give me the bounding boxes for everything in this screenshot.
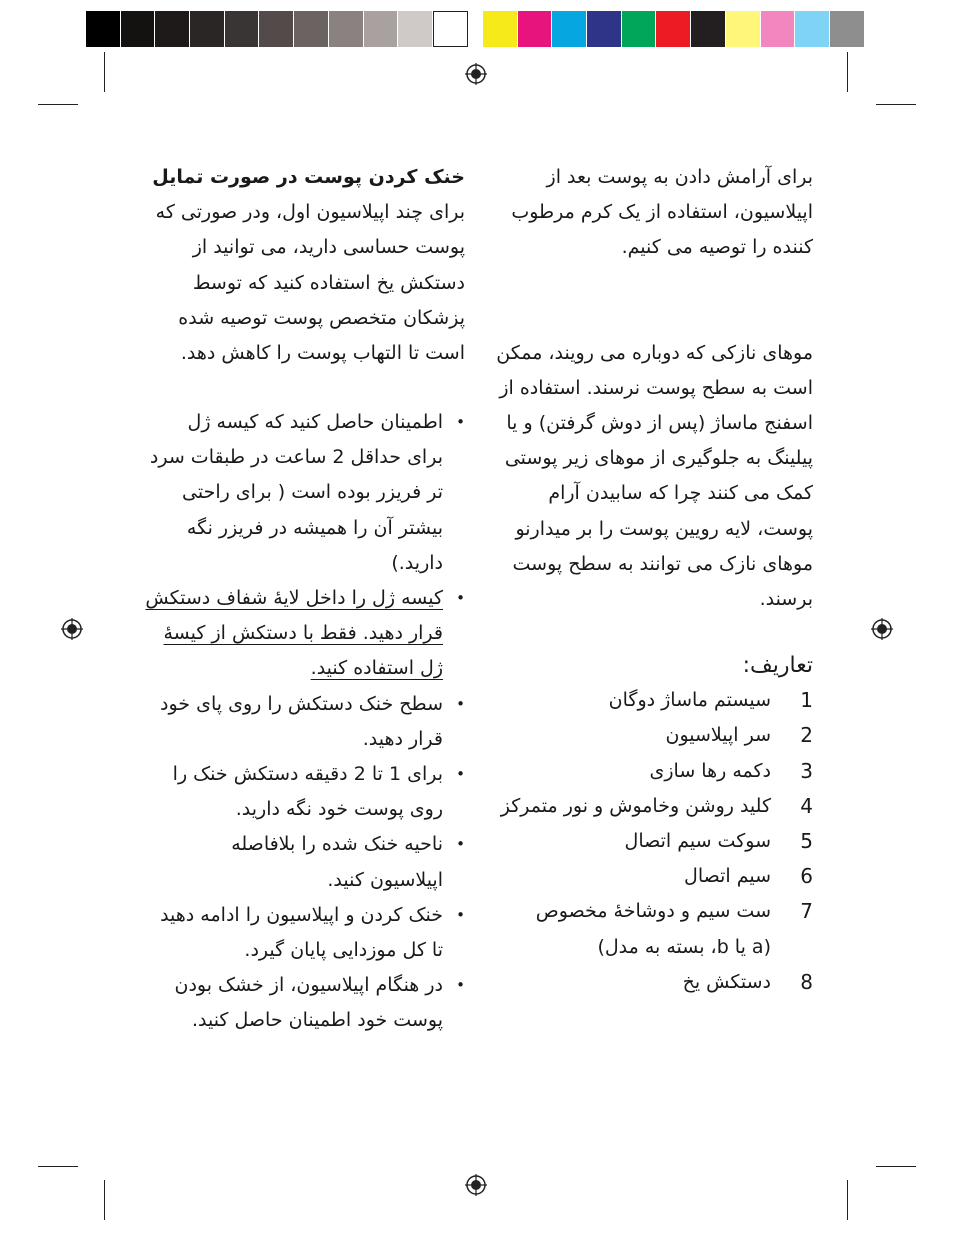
definition-text (490, 894, 771, 964)
cooling-step-line: ژل استفاده کنید. (310, 657, 443, 680)
color-swatch (622, 11, 657, 47)
color-swatch (830, 11, 865, 47)
color-swatch (483, 11, 518, 47)
definition-item (490, 859, 813, 894)
grayscale-calibration-bar (86, 11, 468, 47)
color-swatch (155, 11, 190, 47)
paragraph-line: اپیلاسیون، استفاده از یک کرم مرطوب (511, 201, 813, 224)
paragraph-line: برای آرامش دادن به پوست بعد از (546, 166, 813, 188)
cooling-step-item (140, 898, 465, 968)
definition-number: 5 (800, 829, 813, 854)
definition-item (490, 965, 813, 1000)
color-swatch (259, 11, 294, 47)
definition-number: 3 (800, 758, 813, 783)
registration-mark-bottom-icon (465, 1174, 487, 1196)
color-swatch (761, 11, 796, 47)
definition-number: 7 (800, 899, 813, 924)
color-swatch (587, 11, 622, 47)
cooling-step-item (140, 968, 465, 1038)
definition-line: سوکت سیم اتصال (624, 830, 771, 853)
paragraph-line: پیلینگ به جلوگیری از موهای زیر پوستی (504, 447, 813, 470)
paragraph-line: کننده را توصیه می کنیم. (621, 236, 813, 259)
color-swatch (795, 11, 830, 47)
definition-item (490, 683, 813, 718)
cooling-step-line: پوست خود اطمینان حاصل کنید. (191, 1009, 443, 1032)
cooling-step-line: دارید.) (391, 551, 443, 574)
definition-item (490, 718, 813, 753)
paragraph-line: موهای نازکی که دوباره می رویند، ممکن (496, 341, 813, 364)
definition-line: سر اپیلاسیون (665, 724, 771, 747)
cooling-steps (140, 405, 465, 1039)
definition-text (490, 824, 771, 859)
color-swatch (121, 11, 156, 47)
definition-text (490, 789, 771, 824)
paragraph-line: پزشکان متخصص پوست توصیه شده (178, 306, 465, 329)
right-column (490, 160, 813, 617)
cooling-step-line: اپیلاسیون کنید. (327, 868, 443, 891)
definition-number: 4 (800, 793, 813, 818)
cooling-step-item (140, 405, 465, 581)
left-column (140, 160, 465, 371)
definitions-section (490, 648, 813, 1000)
paragraph-line: برسند. (759, 588, 813, 611)
paragraph-line: پوست، لایه رویین پوست را بر میدارنو (515, 517, 813, 540)
definition-line: دکمه رها سازی (649, 759, 771, 782)
color-swatch (656, 11, 691, 47)
color-swatch (294, 11, 329, 47)
definition-text (490, 718, 771, 753)
cooling-step-line: • ناحیه خنک شده را بلافاصله (231, 833, 443, 856)
definition-line: ست سیم و دوشاخهٔ مخصوص (535, 900, 771, 923)
paragraph-line: کمک می کنند چرا که سابیدن آرام (548, 482, 813, 505)
cooling-step-item (140, 827, 465, 897)
definition-item (490, 824, 813, 859)
color-swatch (225, 11, 260, 47)
paragraph-line: اسفنج ماساژ (پس از دوش گرفتن) و یا (506, 412, 813, 435)
cooling-step-line: • سطح خنک دستکش را روی پای خود (160, 692, 443, 715)
cooling-steps-list (140, 405, 465, 1039)
definition-line: کلید روشن وخاموش و نور متمرکز (500, 794, 771, 817)
color-swatch (329, 11, 364, 47)
cooling-step-item (140, 581, 465, 687)
color-swatch (433, 11, 468, 47)
definition-number: 6 (800, 864, 813, 889)
cooling-step-item (140, 757, 465, 827)
color-swatch (86, 11, 121, 47)
ingrown-hair-paragraph (490, 336, 813, 618)
definition-item (490, 894, 813, 964)
definition-text (490, 965, 771, 1000)
cooling-heading: خنک کردن پوست در صورت تمایل (152, 166, 465, 188)
cooling-step-line: برای حداقل 2 ساعت در طبقات سرد (149, 446, 443, 469)
definition-line: (a یا b، بسته به مدل) (597, 935, 771, 958)
cooling-step-line: • خنک کردن و اپیلاسیون را ادامه دهید (160, 903, 443, 926)
definition-text (490, 859, 771, 894)
definition-text (490, 683, 771, 718)
definition-item (490, 789, 813, 824)
definitions-list (490, 683, 813, 1000)
cooling-step-line: تا کل موزدایی پایان گیرد. (244, 939, 443, 962)
cooling-step-line: روی پوست خود نگه دارید. (235, 798, 443, 821)
registration-mark-left-icon (61, 618, 83, 640)
definition-number: 2 (800, 723, 813, 748)
paragraph-line: است به سطح پوست نرسند. استفاده از (499, 376, 813, 399)
definition-line: سیم اتصال (684, 865, 771, 888)
registration-mark-top-icon (465, 63, 487, 85)
cooling-step-line: قرار دهید. (362, 727, 443, 750)
cooling-step-item (140, 687, 465, 757)
definitions-title: تعاریف: (742, 653, 813, 678)
paragraph-line: است تا التهاب پوست را کاهش دهد. (180, 342, 465, 365)
color-swatch (691, 11, 726, 47)
definition-line: دستکش یخ (682, 970, 771, 993)
color-swatch (398, 11, 433, 47)
color-swatch (552, 11, 587, 47)
definition-number: 1 (800, 688, 813, 713)
cooling-step-line: بیشتر آن را همیشه در فریزر نگه (186, 516, 443, 539)
cooling-step-line: • برای 1 تا 2 دقیقه دستکش خنک را (172, 763, 443, 786)
definition-item (490, 754, 813, 789)
cooling-step-line: تر فریزر بوده است ( برای راحتی (182, 481, 443, 504)
definition-text (490, 754, 771, 789)
color-swatch (518, 11, 553, 47)
cooling-intro-paragraph (140, 195, 465, 371)
color-swatch (364, 11, 399, 47)
color-swatch (190, 11, 225, 47)
cooling-step-line: • اطمینان حاصل کنید که کیسه ژل (187, 411, 443, 433)
process-color-calibration-bar (483, 11, 865, 47)
paragraph-line: برای چند اپیلاسیون اول، ودر صورتی که (155, 201, 465, 224)
paragraph-line: دستکش یخ استفاده کنید که توسط (192, 271, 465, 294)
aftercare-paragraph (490, 160, 813, 266)
paragraph-line: موهای نازک می توانند به سطح پوست (512, 552, 813, 575)
cooling-step-line: • در هنگام اپیلاسیون، از خشک بودن (174, 974, 443, 997)
registration-mark-right-icon (871, 618, 893, 640)
paragraph-line: پوست حساسی دارید، می توانید از (192, 236, 465, 259)
cooling-step-line: قرار دهید. فقط با دستکش از کیسهٔ (163, 622, 443, 645)
definition-line: سیستم ماساژ دوگان (608, 689, 771, 712)
cooling-step-line: • کیسه ژل را داخل لایهٔ شفاف دستکش (145, 587, 443, 610)
color-swatch (726, 11, 761, 47)
definition-number: 8 (800, 969, 813, 994)
